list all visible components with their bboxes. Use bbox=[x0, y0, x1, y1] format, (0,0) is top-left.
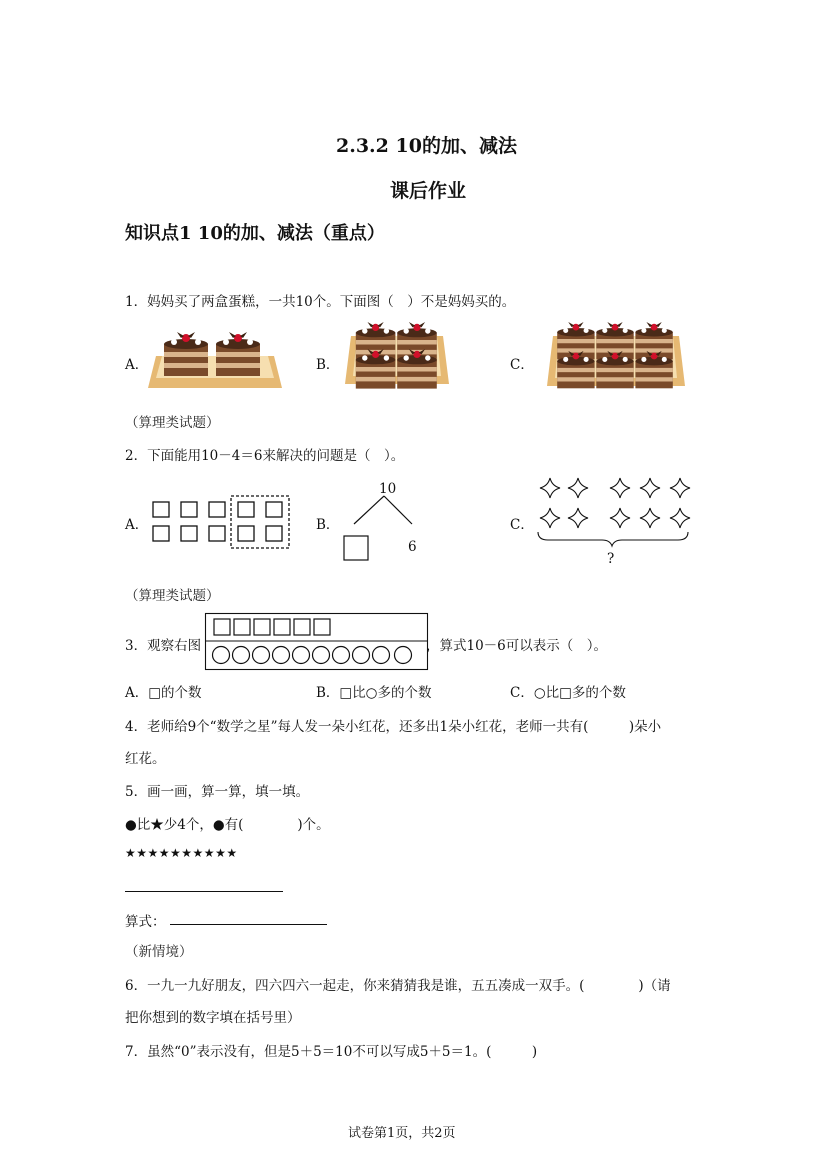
drawing-answer-line[interactable] bbox=[125, 891, 283, 892]
question-7-text: 7．虽然“0”表示没有，但是5＋5＝10不可以写成5＋5＝1。( ) bbox=[125, 1044, 538, 1060]
q1-tag: （算理类试题） bbox=[125, 415, 220, 431]
question-1-text: 1．妈妈买了两盒蛋糕，一共10个。下面图（ ）不是妈妈买的。 bbox=[125, 294, 516, 310]
stars-diagram bbox=[536, 476, 696, 546]
question-3-suffix: ，算式10－6可以表示（ ）。 bbox=[426, 638, 608, 654]
question-5-line: ●比★少4个，●有( )个。 bbox=[125, 817, 330, 833]
tree-right-number: 6 bbox=[408, 539, 417, 555]
cake-box-a-image bbox=[148, 326, 282, 390]
squares-diagram bbox=[150, 496, 290, 548]
cake-box-c-image bbox=[547, 322, 685, 388]
question-5-stars: ★★★★★★★★★★ bbox=[125, 846, 238, 860]
page-subtitle: 课后作业 bbox=[390, 180, 467, 202]
question-5-text: 5．画一画，算一算，填一填。 bbox=[125, 784, 310, 800]
q1-option-a-label: A． bbox=[125, 357, 149, 373]
q3-option-b: B．□比○多的个数 bbox=[316, 685, 432, 701]
formula-label: 算式： bbox=[125, 914, 166, 930]
q1-option-b-label: B． bbox=[316, 357, 340, 373]
q3-option-a: A．□的个数 bbox=[125, 685, 202, 701]
question-3-prefix: 3．观察右图 bbox=[125, 638, 202, 654]
q2-option-a-label: A． bbox=[125, 517, 149, 533]
brace-question-mark: ? bbox=[607, 551, 615, 567]
page-footer: 试卷第1页，共2页 bbox=[348, 1126, 456, 1141]
section-heading: 知识点1 10的加、减法（重点） bbox=[125, 223, 385, 244]
q1-option-c-label: C． bbox=[510, 357, 534, 373]
cake-box-b-image bbox=[345, 322, 449, 386]
question-4-line-2: 红花。 bbox=[125, 751, 166, 767]
formula-answer-line[interactable] bbox=[170, 924, 327, 925]
q2-option-b-label: B． bbox=[316, 517, 340, 533]
question-2-text: 2．下面能用10－4＝6来解决的问题是（ ）。 bbox=[125, 448, 405, 464]
q2-tag: （算理类试题） bbox=[125, 588, 220, 604]
page-title: 2.3.2 10的加、减法 bbox=[336, 135, 517, 157]
question-6-line-2: 把你想到的数字填在括号里） bbox=[125, 1010, 301, 1026]
question-6-line-1: 6．一九一九好朋友，四六四六一起走，你来猜猜我是谁，五五凑成一双手。( )（请 bbox=[125, 978, 671, 994]
q5-tag: （新情境） bbox=[125, 944, 193, 960]
squares-circles-figure bbox=[205, 613, 429, 671]
question-4-line-1: 4．老师给9个“数学之星”每人发一朵小红花，还多出1朵小红花，老师一共有( )朵小 bbox=[125, 719, 662, 735]
q3-option-c: C．○比□多的个数 bbox=[510, 685, 626, 701]
q2-option-c-label: C． bbox=[510, 517, 534, 533]
tree-top-number: 10 bbox=[379, 481, 397, 497]
